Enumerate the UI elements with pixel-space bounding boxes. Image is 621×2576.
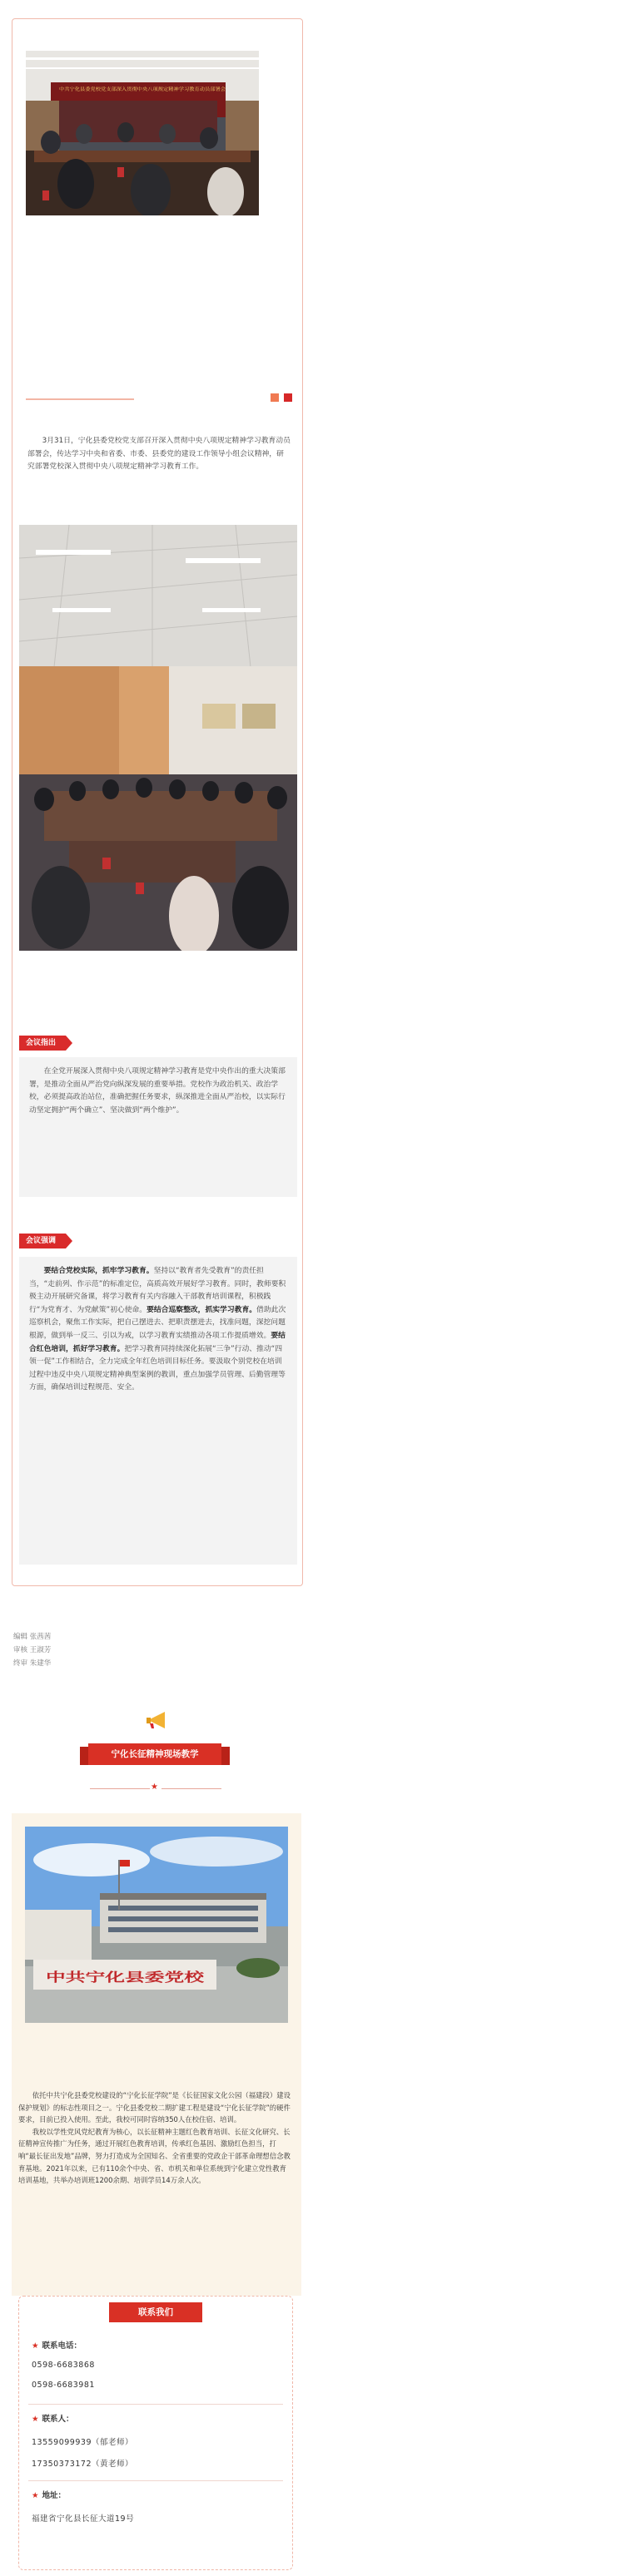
star-icon: ★: [32, 2341, 39, 2351]
school-sign-text: 中共宁化县委党校: [46, 1970, 206, 1985]
section2-text-1: 坚持以“教育者先受教育”的责任担当，“走前列、作示范”的标准定位，高质高效开展好学习教育。同时，教师要积极主动开展研究备课，将学习教育有关内容融入干部教育培训课程，积极践行“为党育才、为党献策”初心使命。: [29, 1267, 286, 1314]
contact-person-1[interactable]: 13559099939（郁老师）: [32, 2438, 133, 2447]
section-box-1: [19, 1057, 297, 1197]
credit-editor: 编辑 张茜茜: [13, 1633, 52, 1641]
section2-bold-3: 要结合红色培训，抓好学习教育。: [29, 1331, 286, 1353]
section-tag-meeting-emphasized: 会议强调: [19, 1234, 66, 1248]
promo-intro-p1: 依托中共宁化县委党校建设的“宁化长征学院”是《长征国家文化公园（福建段）建设保护规划》的标志性项目之一。宁化县委党校二期扩建工程是建设“宁化长征学院”的硬件要求，目前已投入使用。至此，我校可同时容纳350人在校住宿、培训。: [18, 2091, 291, 2124]
section-box-2: [19, 1257, 297, 1565]
party-school-photo: [25, 1827, 288, 2023]
section-ribbon-title: 宁化长征精神现场教学: [88, 1743, 221, 1765]
contact-address-label: ★ 地址：: [32, 2491, 67, 2500]
section2-text-2: 借助此次巡察机会，聚焦工作实际，把自己摆进去、把职责摆进去，找准问题，深挖问题根源，做到举一反三、引以为戒，以学习教育实绩推动各项工作提质增效。: [29, 1305, 286, 1340]
contact-card: [18, 2296, 293, 2570]
meeting-photo-1: [26, 51, 259, 215]
credits: [13, 1630, 51, 1670]
contact-address: 福建省宁化县长征大道19号: [32, 2514, 135, 2524]
section2-bold-1: 要结合党校实际，抓牢学习教育。: [43, 1267, 154, 1275]
section1-text: 在全党开展深入贯彻中央八项规定精神学习教育是党中央作出的重大决策部署，是推动全面从严治党向纵深发展的重要举措。党校作为政治机关、政治学校，必须提高政治站位，准确把握任务要求，纵深推进全面从严治校，以实际行动坚定拥护“两个确立”、坚决做到“两个维护”。: [29, 1067, 286, 1115]
banner-text: 中共宁化县委党校党支部深入贯彻中央八项规定精神学习教育动员部署会: [59, 87, 206, 92]
promo-intro: [18, 2089, 293, 2187]
star-icon: ★: [32, 2491, 39, 2500]
article-frame: [12, 18, 303, 1586]
promo-intro-p2: 我校以学性党风党纪教育为核心，以长征精神主题红色教育培训、长征文化研究、长征精神宣传推广为任务，通过开展红色教育培训，传承红色基因、激励红色担当，打响“最长征出发地”品牌，努力打造成为全国知名、全省重要的党政企干部革命理想信念教育基地。2021年以来，已有110余个中央、省、市机关和单位系统到宁化建立党性教育培训基地，共举办培训班1200余期、培训学员14万余人次。: [18, 2127, 291, 2185]
contact-divider: [28, 2480, 283, 2481]
section2-text: [29, 1265, 287, 1395]
divider-line: [26, 398, 134, 400]
ribbon-underline-right: [161, 1788, 221, 1789]
star-icon: ★: [151, 1782, 158, 1792]
credit-final: 终审 朱建华: [13, 1659, 52, 1668]
decor-square-red: [284, 393, 292, 402]
contact-divider: [28, 2404, 283, 2405]
section2-bold-2: 要结合巡察整改，抓实学习教育。: [147, 1305, 257, 1314]
contact-phone-1[interactable]: 0598-6683868: [32, 2361, 95, 2370]
contact-person-2[interactable]: 17350373172（黄老师）: [32, 2460, 133, 2469]
meeting-photo-2: [19, 525, 297, 951]
contact-person-label: ★ 联系人：: [32, 2415, 74, 2424]
ribbon-underline-left: [90, 1788, 150, 1789]
credit-reviewer: 审核 王淑芳: [13, 1646, 52, 1654]
lead-paragraph: 3月31日，宁化县委党校党支部召开深入贯彻中央八项规定精神学习教育动员部署会，传达学习中央和省委、市委、县委党的建设工作领导小组会议精神，研究部署党校深入贯彻中央八项规定精神学习教育工作。: [27, 437, 291, 471]
section2-text-3: 把学习教育同持续深化拓展“三争”行动、推动“四领一促”工作相结合，全力完成全年红色培训目标任务。要汲取个别党校在培训过程中违反中央八项规定精神典型案例的教训，重点加强学员管理、后勤管理等方面，确保培训过程规范、安全。: [29, 1344, 286, 1392]
contact-phone-2[interactable]: 0598-6683981: [32, 2381, 95, 2390]
star-icon: ★: [32, 2415, 39, 2424]
section-tag-meeting-pointed: 会议指出: [19, 1036, 66, 1051]
contact-title: 联系我们: [109, 2302, 202, 2322]
contact-phone-label: ★ 联系电话：: [32, 2341, 82, 2351]
decor-square-orange: [271, 393, 279, 402]
trumpet-icon: [145, 1708, 168, 1732]
